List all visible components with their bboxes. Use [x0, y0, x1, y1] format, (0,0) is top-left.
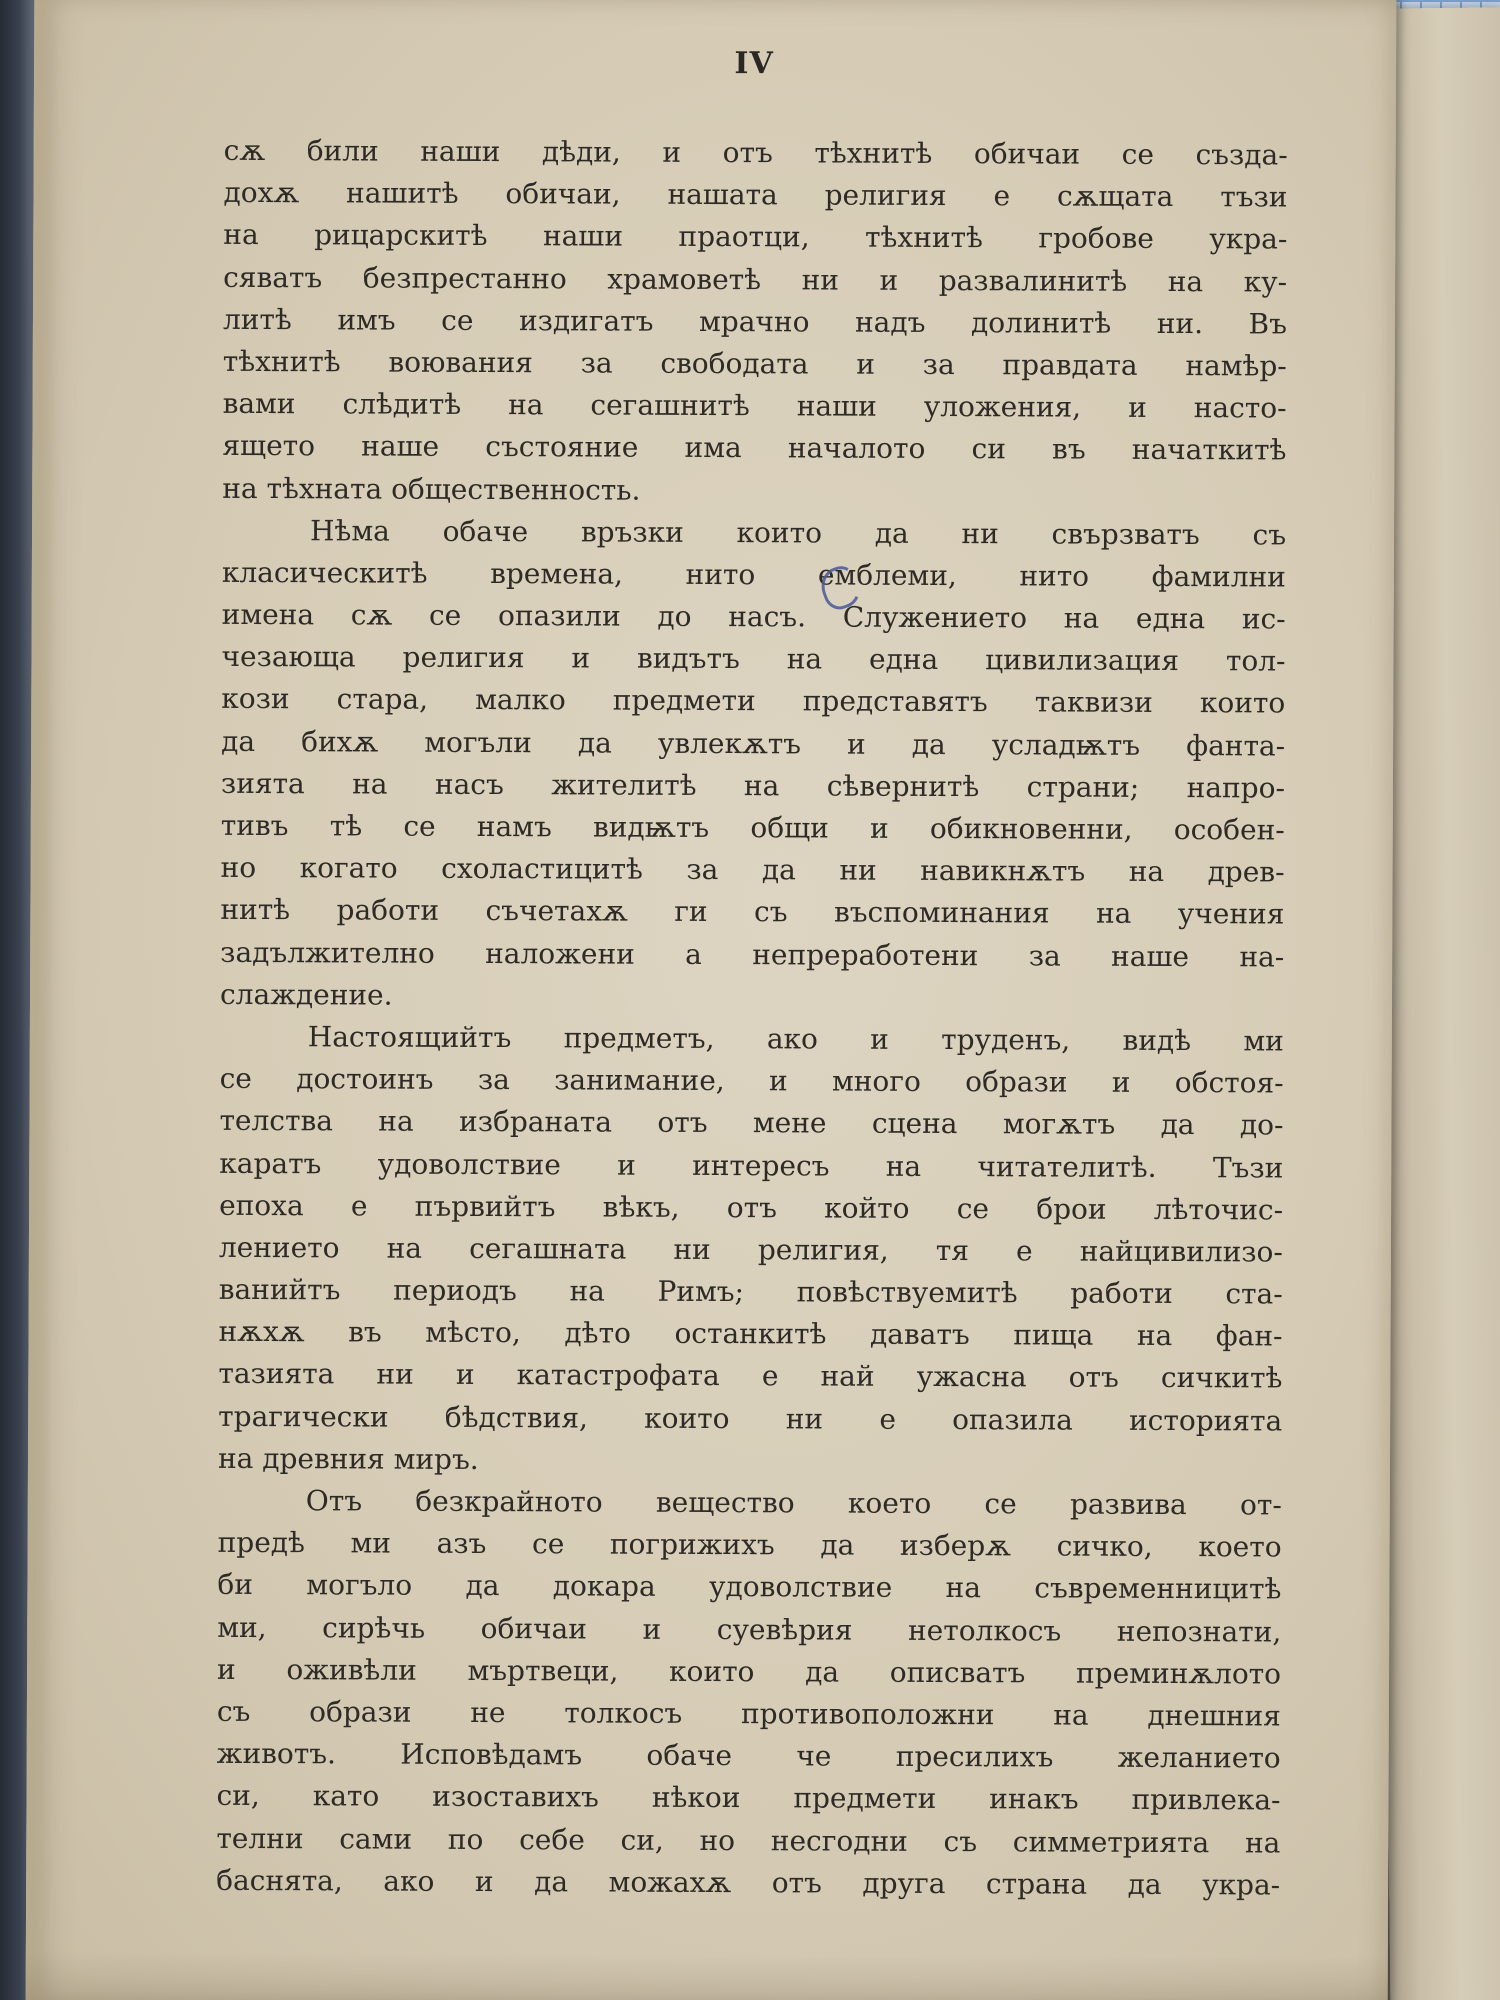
paragraph-first-line: Настоящийтъ предметъ, ако и труденъ, видѣ ми	[307, 1020, 1284, 1058]
text-line: литѣ имъ се издигатъ мрачно надъ долинитѣ ни. Въ	[222, 302, 1288, 341]
text-line: слаждение.	[219, 977, 393, 1012]
text-line: задължително наложени а непреработени за наше на-	[220, 935, 1285, 974]
text-line: каратъ удоволствие и интересъ на читателитѣ. Тъзи	[219, 1146, 1284, 1184]
text-line: ящето наше състояние има началото си въ начаткитѣ	[222, 429, 1287, 467]
paragraph-first-line: Нѣма обаче връзки които да ни свързватъ съ	[309, 513, 1287, 552]
page-number: IV	[734, 46, 774, 82]
text-line: на древния миръ.	[217, 1441, 479, 1476]
book-page	[26, 0, 1397, 2000]
page-body-text	[216, 130, 1288, 1907]
text-line: телства на избраната отъ мене сцена могѫтъ да до-	[219, 1104, 1284, 1142]
text-line: епоха е първийтъ вѣкъ, отъ който се брои лѣточис-	[219, 1188, 1284, 1227]
text-line: нитѣ работи съчетахѫ ги съ въспоминания на учения	[220, 893, 1285, 931]
text-line: си, като изоставихъ нѣкои предмети инакъ привлека-	[216, 1779, 1281, 1817]
text-line: на рицарскитѣ наши праотци, тѣхнитѣ гробове укра-	[223, 218, 1288, 256]
text-line: тазията ни и катастрофата е най ужасна отъ сичкитѣ	[218, 1357, 1283, 1395]
text-line: класическитѣ времена, нито емблеми, нито фамилни	[221, 555, 1286, 594]
text-line: телни сами по себе си, но несгодни съ симметрията на	[216, 1821, 1281, 1859]
text-line: се достоинъ за занимание, и много образи и обстоя-	[219, 1061, 1284, 1100]
text-line: съ образи не толкосъ противоположни на днешния	[216, 1694, 1281, 1733]
paragraph-first-line: Отъ безкрайното вещество което се развива от-	[305, 1484, 1282, 1522]
text-line: ванийтъ периодъ на Римъ; повѣствуемитѣ работи ста-	[218, 1272, 1283, 1311]
page-gutter-shadow	[26, 0, 59, 2000]
text-line: би могъло да докара удоволствие на съвременницитѣ	[217, 1568, 1282, 1606]
text-line: но когато схоластицитѣ за да ни навикнѫтъ на древ-	[220, 851, 1285, 889]
text-line: тѣхнитѣ воювания за свободата и за правдата намѣр-	[222, 344, 1287, 383]
text-line: чезающа религия и видътъ на една цивилизация тол-	[221, 640, 1286, 678]
text-line: да бихѫ могъли да увлекѫтъ и да усладѭтъ фанта-	[221, 724, 1286, 763]
text-line: имена сѫ се опазили до насъ. Служението на една ис-	[221, 597, 1286, 636]
text-line: нѫхѫ въ мѣсто, дѣто останкитѣ даватъ пища на фан-	[218, 1315, 1283, 1353]
text-line: ми, сирѣчь обичаи и суевѣрия нетолкосъ непознати,	[217, 1610, 1282, 1649]
text-line: предѣ ми азъ се погрижихъ да изберѫ сичко, което	[217, 1526, 1282, 1564]
text-line: и оживѣли мъртвеци, които да описватъ преминѫлото	[217, 1652, 1282, 1691]
text-line: дохѫ нашитѣ обичаи, нашата религия е сѫщата тъзи	[223, 176, 1288, 214]
text-line: лението на сегашната ни религия, тя е найцивилизо-	[218, 1230, 1283, 1269]
text-line: кози стара, малко предмети представятъ таквизи които	[221, 682, 1286, 720]
text-line: на тѣхната общественность.	[222, 471, 641, 507]
text-line: трагически бѣдствия, които ни е опазила историята	[218, 1399, 1283, 1438]
text-line: сяватъ безпрестанно храмоветѣ ни и развалинитѣ на ку-	[223, 260, 1288, 299]
text-line: зията на насъ жителитѣ на сѣвернитѣ страни; напро-	[220, 766, 1286, 805]
page-bottom-shadow	[26, 1951, 1388, 2000]
text-line: сѫ били наши дѣди, и отъ тѣхнитѣ обичаи се създа-	[223, 133, 1288, 172]
text-line: вами слѣдитѣ на сегашнитѣ наши уложения, и насто-	[222, 386, 1287, 425]
text-line: животъ. Исповѣдамъ обаче че пресилихъ желанието	[216, 1736, 1281, 1775]
text-line: баснята, ако и да можахѫ отъ друга страна да укра-	[216, 1863, 1281, 1902]
text-line: тивъ тѣ се намъ видѭтъ общи и обикновенни, особен-	[220, 808, 1285, 847]
